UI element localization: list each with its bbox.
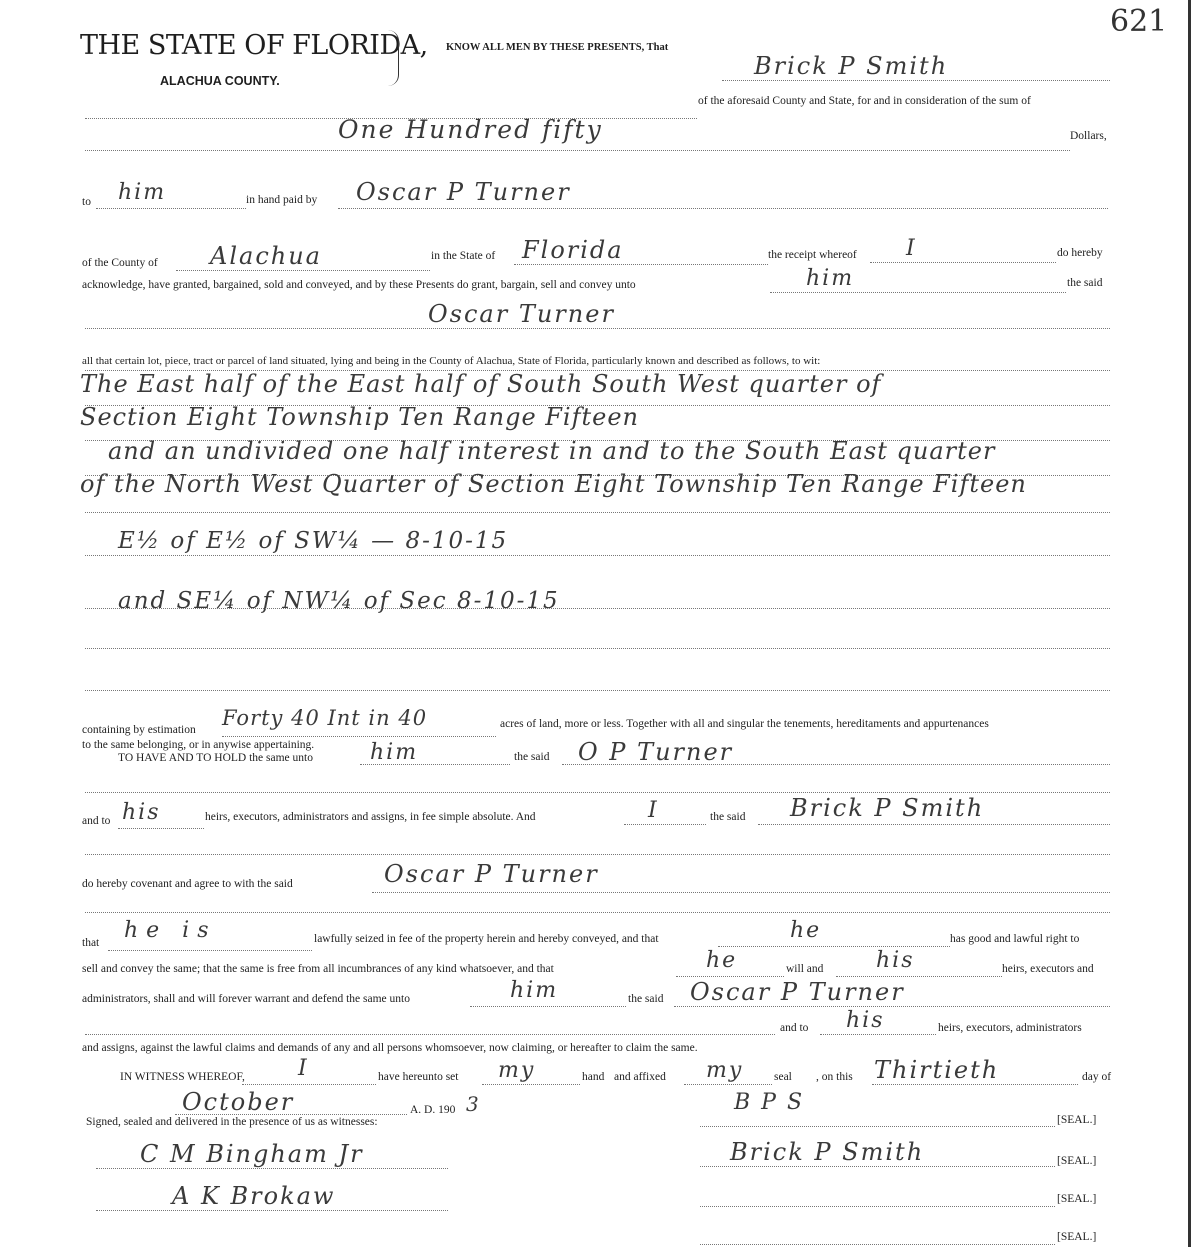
habendum-said: the said bbox=[514, 751, 550, 763]
heirs-line-2 bbox=[85, 854, 1110, 855]
witness-year: 3 bbox=[466, 1092, 479, 1116]
receipt-line bbox=[870, 262, 1056, 263]
land-desc-1: The East half of the East half of South South West quarter of bbox=[80, 370, 882, 398]
state-label: in the State of bbox=[431, 250, 496, 262]
seized-has: has good and lawful right to bbox=[950, 933, 1080, 945]
sell-will-and: will and bbox=[786, 963, 824, 975]
heirs-and-to: and to bbox=[82, 815, 111, 827]
heirs-said: the said bbox=[710, 811, 746, 823]
seized-that: that bbox=[82, 937, 100, 949]
land-line-9 bbox=[85, 690, 1110, 691]
containing-line bbox=[222, 736, 496, 737]
seized-he-is: he is bbox=[124, 918, 217, 943]
witness-my2-line bbox=[684, 1084, 772, 1085]
admin-him: him bbox=[510, 978, 559, 1003]
ack-line bbox=[770, 292, 1066, 293]
paid-by-name: Oscar P Turner bbox=[356, 178, 571, 206]
admin-him-line bbox=[470, 1006, 626, 1007]
sell-text: sell and convey the same; that the same is free from all incumbrances of any kind whatsoever, and that bbox=[82, 963, 554, 975]
seized-he2-line bbox=[718, 946, 950, 947]
state-value: Florida bbox=[522, 236, 624, 264]
covenant-grantee: Oscar P Turner bbox=[384, 860, 599, 888]
witness-2-line bbox=[96, 1210, 448, 1211]
land-desc-2: Section Eight Township Ten Range Fifteen bbox=[80, 403, 639, 431]
paid-label: in hand paid by bbox=[246, 194, 318, 206]
and-to-his: his bbox=[846, 1008, 885, 1033]
land-line-5 bbox=[85, 512, 1110, 513]
header-brace bbox=[388, 30, 399, 86]
witness-on-this: , on this bbox=[816, 1071, 853, 1083]
receipt-label: the receipt whereof bbox=[768, 249, 857, 261]
acres-text: acres of land, more or less. Together with all and singular the tenements, hereditaments and appurtenances bbox=[500, 718, 989, 730]
consideration-text: of the aforesaid County and State, for and in consideration of the sum of bbox=[698, 95, 1031, 107]
ack-text: acknowledge, have granted, bargained, sold and conveyed, and by these Presents do grant, bargain, sell and convey unto bbox=[82, 279, 636, 291]
sell-end: heirs, executors and bbox=[1002, 963, 1094, 975]
county-value: Alachua bbox=[210, 242, 322, 270]
state-line bbox=[514, 264, 768, 265]
witness-seal: seal bbox=[774, 1071, 792, 1083]
dollars-label: Dollars, bbox=[1070, 130, 1107, 142]
signer-initials: B P S bbox=[734, 1090, 805, 1115]
grantor-signature: Brick P Smith bbox=[730, 1138, 925, 1166]
ack-unto: him bbox=[806, 266, 855, 291]
ack-grantee: Oscar Turner bbox=[428, 300, 615, 328]
page-edge bbox=[1188, 0, 1191, 1247]
witness-day: day of bbox=[1082, 1071, 1112, 1083]
seal-line-2 bbox=[700, 1166, 1055, 1167]
grantor-name: Brick P Smith bbox=[754, 52, 949, 80]
seal-label-3: [SEAL.] bbox=[1057, 1193, 1097, 1205]
witness-affixed: and affixed bbox=[614, 1071, 666, 1083]
witness-month: October bbox=[182, 1088, 295, 1116]
witness-2: A K Brokaw bbox=[172, 1182, 336, 1210]
paid-line bbox=[338, 208, 1108, 209]
sell-he-line bbox=[676, 976, 784, 977]
covenant-label: do hereby covenant and agree to with the said bbox=[82, 878, 293, 890]
witness-ad: A. D. 190 bbox=[410, 1104, 456, 1116]
land-line-7 bbox=[85, 608, 1110, 609]
county-label: of the County of bbox=[82, 257, 158, 269]
sell-he: he bbox=[706, 948, 738, 973]
witness-my1-line bbox=[482, 1084, 580, 1085]
seized-he: he bbox=[790, 918, 822, 943]
grantor-line bbox=[722, 80, 1110, 81]
heirs-i: I bbox=[648, 798, 659, 823]
seized-text: lawfully seized in fee of the property herein and hereby conveyed, and that bbox=[314, 933, 659, 945]
state-title: THE STATE OF FLORIDA, bbox=[80, 30, 428, 61]
containing-value: Forty 40 Int in 40 bbox=[222, 706, 428, 730]
and-to-his-line bbox=[820, 1034, 936, 1035]
seal-line-3 bbox=[700, 1206, 1055, 1207]
covenant-line-2 bbox=[85, 912, 1110, 913]
sell-his: his bbox=[876, 948, 915, 973]
witness-day-num: Thirtieth bbox=[874, 1056, 1000, 1084]
appertaining-text: to the same belonging, or in anywise appertaining. bbox=[82, 739, 315, 751]
seal-line-4 bbox=[700, 1244, 1055, 1245]
land-text: all that certain lot, piece, tract or parcel of land situated, lying and being in the County of Alachua, State of Florida, particularly known and described as follows, to wit: bbox=[82, 355, 821, 367]
habendum-label: TO HAVE AND TO HOLD the same unto bbox=[118, 752, 313, 764]
county-title: ALACHUA COUNTY. bbox=[160, 74, 280, 88]
intro-text: KNOW ALL MEN BY THESE PRESENTS, That bbox=[446, 42, 669, 53]
heirs-i-line bbox=[624, 824, 706, 825]
receipt-value: I bbox=[906, 236, 917, 261]
assigns-text: and assigns, against the lawful claims and demands of any and all persons whomsoever, now claiming, or hereafter to claim the same. bbox=[82, 1042, 698, 1054]
amount-handwritten: One Hundred fifty bbox=[338, 115, 603, 144]
grantee-line bbox=[85, 328, 1110, 329]
admin-grantee: Oscar P Turner bbox=[690, 978, 905, 1006]
land-desc-4: of the North West Quarter of Section Eight Township Ten Range Fifteen bbox=[80, 470, 1027, 498]
sell-his-line bbox=[836, 976, 1002, 977]
heirs-his: his bbox=[122, 800, 161, 825]
witness-my2: my bbox=[706, 1058, 744, 1083]
county-line bbox=[176, 270, 430, 271]
heirs-text: heirs, executors, administrators and assigns, in fee simple absolute. And bbox=[205, 811, 536, 823]
admin-said: the said bbox=[628, 993, 664, 1005]
to-value: him bbox=[118, 180, 167, 205]
seal-label-1: [SEAL.] bbox=[1057, 1114, 1097, 1126]
habendum-unto: him bbox=[370, 740, 419, 765]
witness-i-line bbox=[242, 1084, 376, 1085]
and-to-label: and to bbox=[780, 1022, 809, 1034]
to-label: to bbox=[82, 196, 91, 208]
witness-day-line bbox=[872, 1084, 1078, 1085]
ack-said: the said bbox=[1067, 277, 1103, 289]
covenant-line bbox=[372, 892, 1110, 893]
and-to-blank bbox=[85, 1034, 775, 1035]
amount-line bbox=[85, 150, 1070, 151]
habendum-grantee: O P Turner bbox=[578, 738, 734, 766]
seized-he-line bbox=[108, 950, 312, 951]
heirs-his-line bbox=[118, 828, 204, 829]
land-line-6 bbox=[85, 555, 1110, 556]
land-abbrev-1: E½ of E½ of SW¼ — 8-10-15 bbox=[118, 528, 509, 554]
signed-text: Signed, sealed and delivered in the presence of us as witnesses: bbox=[86, 1116, 378, 1128]
seal-label-2: [SEAL.] bbox=[1057, 1155, 1097, 1167]
witness-set: have hereunto set bbox=[378, 1071, 459, 1083]
containing-label: containing by estimation bbox=[82, 724, 196, 736]
to-line bbox=[96, 208, 246, 209]
admin-grantee-line bbox=[674, 1006, 1110, 1007]
heirs-grantor-line bbox=[758, 824, 1110, 825]
heirs-grantor: Brick P Smith bbox=[790, 794, 985, 822]
witness-label: IN WITNESS WHEREOF, bbox=[120, 1071, 245, 1083]
seal-label-4: [SEAL.] bbox=[1057, 1231, 1097, 1243]
do-hereby-label: do hereby bbox=[1057, 247, 1103, 259]
witness-hand: hand bbox=[582, 1071, 605, 1083]
page-number: 621 bbox=[1110, 4, 1168, 39]
and-to-end: heirs, executors, administrators bbox=[938, 1022, 1082, 1034]
land-line-8 bbox=[85, 648, 1110, 649]
land-desc-3: and an undivided one half interest in and to the South East quarter bbox=[108, 437, 996, 465]
land-abbrev-2: and SE¼ of NW¼ of Sec 8-10-15 bbox=[118, 588, 560, 614]
admin-text: administrators, shall and will forever warrant and defend the same unto bbox=[82, 993, 410, 1005]
witness-1-line bbox=[96, 1168, 448, 1169]
witness-i: I bbox=[298, 1056, 309, 1081]
witness-my1: my bbox=[498, 1058, 536, 1083]
witness-1: C M Bingham Jr bbox=[140, 1140, 364, 1168]
habendum-line-2 bbox=[85, 792, 1110, 793]
seal-line-1 bbox=[700, 1126, 1055, 1127]
